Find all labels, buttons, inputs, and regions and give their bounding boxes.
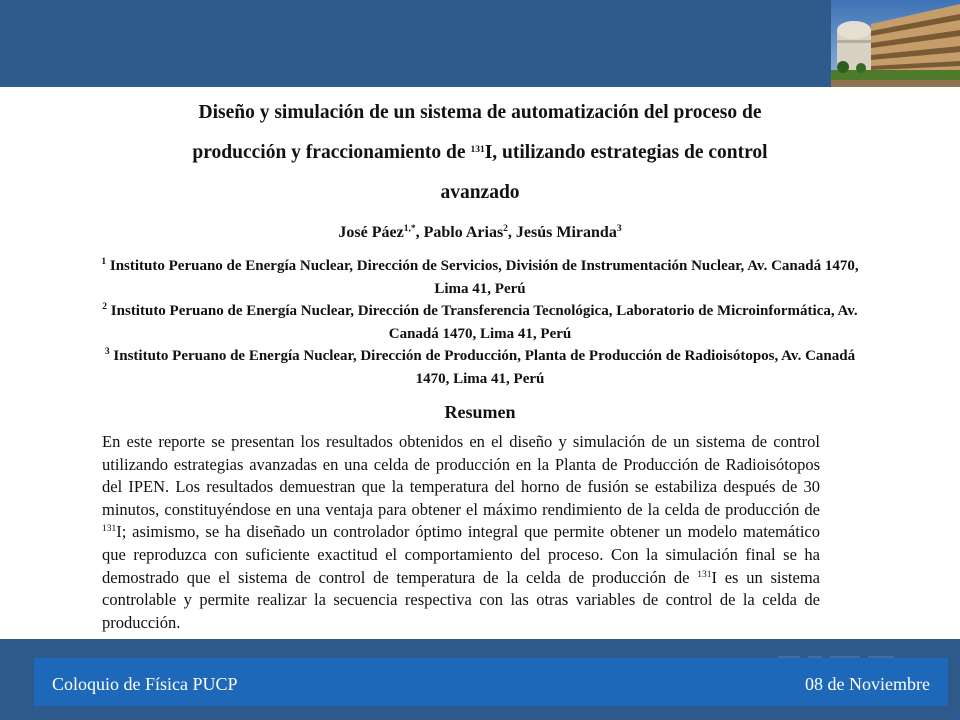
affiliation-1-text: Instituto Peruano de Energía Nuclear, Dirección de Servicios, División de Instrumentación Nuclear, Av. Canadá 1470, Lima 41, Perú (109, 258, 859, 297)
affiliation-3 (92, 345, 868, 390)
author-2-superscript: 2 (503, 224, 508, 234)
abstract-heading: Resumen (444, 402, 516, 422)
affiliation-2 (92, 300, 868, 345)
abstract-isotope-superscript-1: 131 (102, 524, 117, 535)
affiliation-1 (92, 255, 868, 300)
paper-title-line-1: Diseño y simulación de un sistema de automatización del proceso de (198, 102, 762, 123)
abstract-part-1: En este reporte se presentan los resultados obtenidos en el diseño y simulación de un sistema de control utilizando estrategias avanzadas en una celda de producción en la Planta de Producción de Radioisótopos del IPEN. Los resultados demuestran que la temperatura del horno de fusión se estabiliza después de 30 minutos, constituyéndose en una ventaja para obtener el máximo rendimiento de la celda de producción de (102, 432, 820, 519)
paper-title (92, 93, 868, 213)
paper-excerpt (0, 87, 960, 639)
affiliation-2-text: Instituto Peruano de Energía Nuclear, Dirección de Transferencia Tecnológica, Laboratorio de Microinformática, Av. Canadá 1470, Lima 41, Perú (110, 303, 858, 342)
header-bar (0, 0, 960, 87)
building-photo (831, 0, 960, 87)
affiliation-3-number: 3 (104, 347, 110, 357)
abstract-text (102, 431, 820, 634)
author-1-name: José Páez (338, 224, 404, 241)
footer-bar (34, 658, 948, 706)
isotope-superscript: 131 (470, 145, 485, 155)
paper-title-line-2-start: producción y fraccionamiento de (192, 142, 471, 163)
paper-title-line-3: avanzado (440, 182, 520, 203)
author-3-name: Jesús Miranda (515, 224, 617, 241)
author-2-name: , Pablo Arias (415, 224, 504, 241)
abstract-isotope-superscript-2: 131 (697, 569, 712, 580)
author-separator: , (507, 224, 516, 241)
affiliation-1-number: 1 (101, 257, 107, 267)
author-1-superscript: 1,* (403, 224, 416, 234)
paper-title-line-2 (92, 133, 868, 173)
footer-date: 08 de Noviembre (805, 674, 930, 694)
affiliation-3-text: Instituto Peruano de Energía Nuclear, Dirección de Producción, Planta de Producción de Radioisótopos, Av. Canadá 1470, Lima 41, Perú (113, 348, 856, 387)
abstract-part-2: I; asimismo, se ha diseñado un controlador óptimo integral que permite obtener un modelo matemático que reproduzca con suficiente exactitud el comportamiento del proceso. Con la simulación final se ha demostrado que el sistema de control de temperatura de la celda de producción de (102, 522, 820, 587)
author-3-superscript: 3 (616, 224, 622, 234)
affiliation-2-number: 2 (102, 302, 108, 312)
abstract-part-3: I es un sistema controlable y permite realizar la secuencia respectiva con las otras variables de control de la celda de producción. (102, 567, 820, 632)
affiliation-list (92, 255, 868, 390)
footer-event-name: Coloquio de Física PUCP (52, 674, 238, 694)
author-list (92, 222, 868, 244)
paper-title-line-2-end: I, utilizando estrategias de control (484, 142, 768, 163)
